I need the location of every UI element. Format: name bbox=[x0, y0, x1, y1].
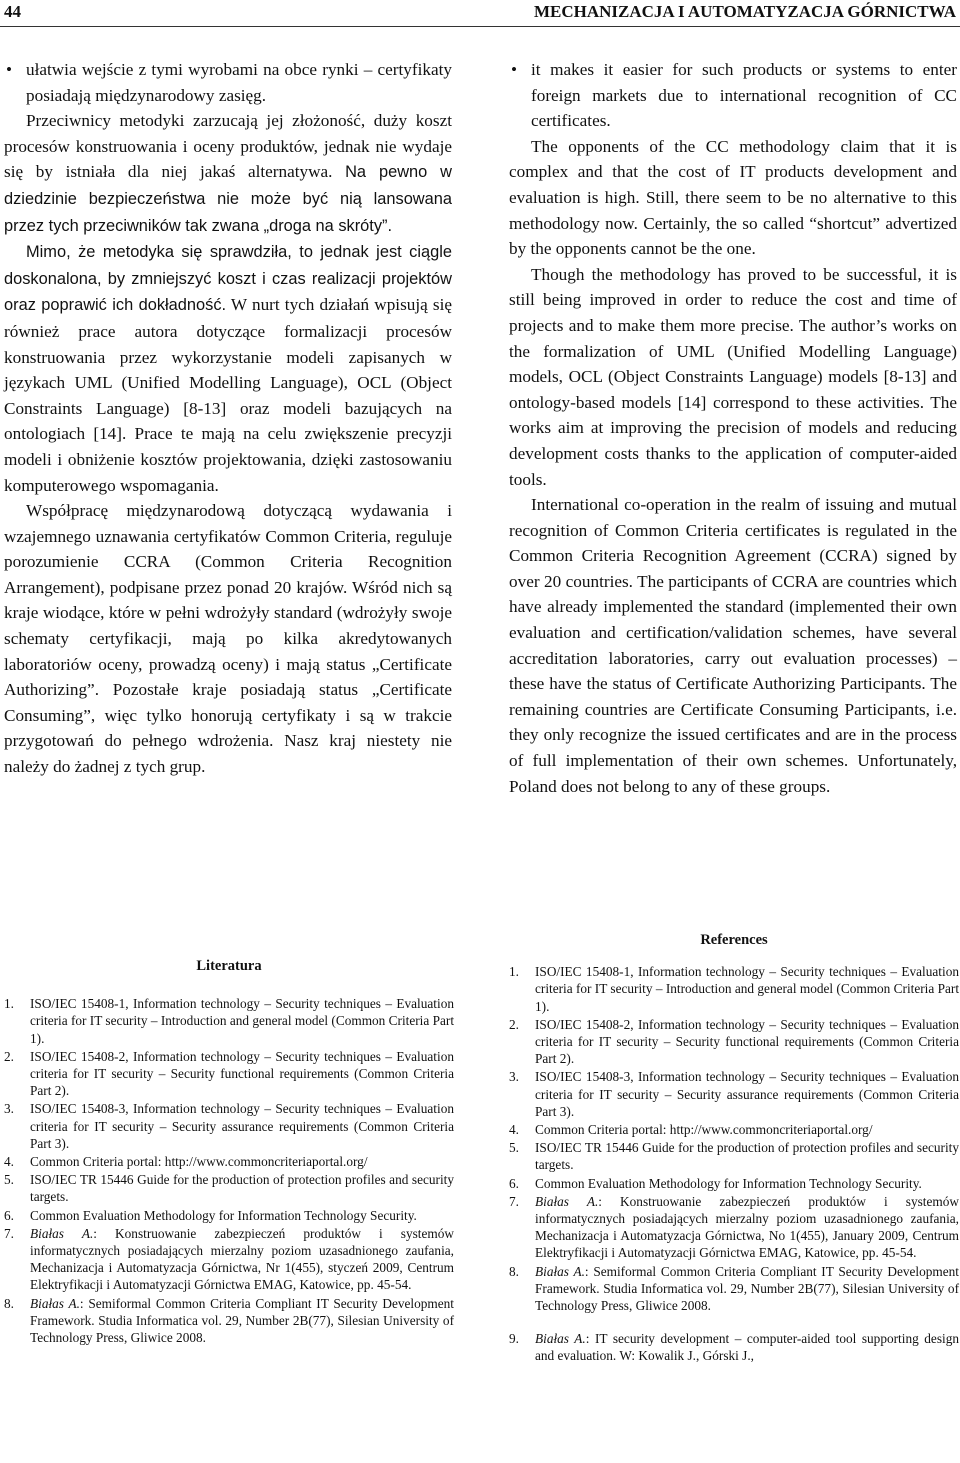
paragraph bbox=[4, 108, 452, 239]
reference-number: 8. bbox=[4, 1295, 14, 1311]
reference-author: Białas A. bbox=[535, 1193, 599, 1209]
polish-text-column bbox=[4, 57, 452, 780]
reference-author: Białas A. bbox=[30, 1295, 80, 1311]
reference-number: 3. bbox=[509, 1069, 519, 1085]
reference-item bbox=[4, 1100, 454, 1152]
reference-number: 2. bbox=[509, 1016, 519, 1032]
reference-item bbox=[509, 963, 959, 1015]
paragraph-text: Mimo, że metodyka się sprawdziła, to jednak jest ciągle doskonalona, by zmniejszyć koszt i czas realizacji projektów oraz poprawić ich dokładność. bbox=[4, 243, 452, 315]
reference-number: 5. bbox=[509, 1140, 519, 1156]
reference-text: ISO/IEC TR 15446 Guide for the production of protection profiles and security targets. bbox=[535, 1140, 959, 1173]
reference-list bbox=[4, 995, 454, 1346]
paragraph-text: Przeciwnicy metodyki zarzucają jej złożoność, duży koszt procesów konstruowania i oceny produktów, jednak nie wydaje się by istniała dla niej jakaś alternatywa. bbox=[4, 111, 452, 182]
reference-text: : Konstruowanie zabezpieczeń produktów i systemów informatycznych posiadających mierzalny poziom uzasadnionego zaufania, Mechanizacja i Automatyzacja Górnictwa, Nr 1(455), styczeń 2009, Centrum Elektryfikacji i Automatyzacji Górnictwa EMAG, Katowice, pp. 45-54. bbox=[30, 1225, 454, 1293]
reference-number: 2. bbox=[4, 1048, 14, 1064]
bullet-paragraph: • ułatwia wejście z tymi wyrobami na obce rynki – certyfikaty posiadają międzynarodowy zasięg. bbox=[4, 57, 452, 108]
page-number: 44 bbox=[4, 2, 21, 21]
reference-author: Białas A. bbox=[535, 1331, 586, 1347]
reference-number: 5. bbox=[4, 1172, 14, 1188]
reference-item bbox=[509, 1121, 959, 1138]
reference-number: 6. bbox=[509, 1175, 519, 1191]
reference-text: Common Criteria portal: http://www.commoncriteriaportal.org/ bbox=[30, 1154, 368, 1170]
references-heading: Literatura bbox=[196, 958, 262, 974]
journal-title: MECHANIZACJA I AUTOMATYZACJA GÓRNICTWA bbox=[533, 2, 956, 21]
reference-text: ISO/IEC 15408-2, Information technology – Security techniques – Evaluation criteria for IT security – Security functional requirements (Common Criteria Part 2). bbox=[30, 1048, 454, 1099]
reference-item bbox=[509, 1263, 959, 1315]
reference-item bbox=[4, 1048, 454, 1100]
reference-item bbox=[4, 1225, 454, 1294]
reference-number: 7. bbox=[4, 1225, 14, 1241]
reference-text: ISO/IEC 15408-1, Information technology – Security techniques – Evaluation criteria for IT security – Introduction and general model (Common Criteria Part 1). bbox=[30, 996, 455, 1046]
reference-item bbox=[509, 1193, 959, 1262]
reference-item bbox=[4, 1295, 454, 1347]
bullet-paragraph: • it makes it easier for such products or systems to enter foreign markets due to international recognition of CC certificates. bbox=[509, 57, 957, 134]
reference-text: : IT security development – computer-aided tool supporting design and evaluation. W: Kowalik J., Górski J., bbox=[535, 1331, 959, 1364]
paragraph: The opponents of the CC methodology claim that it is complex and that the cost of IT products development and evaluation is high. Still, there seem to be no alternative to this methodology now. Certainly, the so called “shortcut” advertized by the opponents cannot be the one. bbox=[509, 136, 957, 259]
reference-text: Common Criteria portal: http://www.commoncriteriaportal.org/ bbox=[535, 1122, 873, 1138]
reference-text: : Semiformal Common Criteria Compliant IT Security Development Framework. Studia Informatica vol. 29, Number 2B(77), Silesian University of Technology Press, Gliwice 2008. bbox=[30, 1295, 455, 1346]
reference-text: : Semiformal Common Criteria Compliant IT Security Development Framework. Studia Informatica vol. 29, Number 2B(77), Silesian University of Technology Press, Gliwice 2008. bbox=[535, 1263, 960, 1314]
reference-number: 1. bbox=[4, 996, 14, 1012]
reference-item bbox=[509, 1175, 959, 1192]
references-english bbox=[509, 932, 959, 1366]
reference-text: ISO/IEC 15408-3, Information technology – Security techniques – Evaluation criteria for IT security – Security assurance requirements (Common Criteria Part 3). bbox=[535, 1069, 959, 1119]
reference-number: 7. bbox=[509, 1193, 519, 1209]
reference-number: 6. bbox=[4, 1207, 14, 1223]
reference-item bbox=[509, 1330, 959, 1364]
reference-text: Common Evaluation Methodology for Information Technology Security. bbox=[30, 1207, 417, 1223]
reference-number: 9. bbox=[509, 1331, 519, 1347]
reference-list bbox=[509, 963, 959, 1364]
paragraph bbox=[4, 239, 452, 498]
reference-text: Common Evaluation Methodology for Information Technology Security. bbox=[535, 1175, 922, 1191]
paragraph: International co-operation in the realm of issuing and mutual recognition of Common Criteria certificates is regulated in the Common Criteria Recognition Agreement (CCRA) signed by over 20 countries. The participants of CCRA are countries which have already implemented the standard (implemented their own evaluation and certification/validation schemes, have several accreditation laboratories, carry out evaluation processes) – these have the status of Certificate Authorizing Participants. The remaining countries are Certificate Consuming Participants, i.e. they only recognize the issued certificates and are in the process of full implementation of their own schemes. Unfortunately, Poland does not belong to any of these groups. bbox=[509, 495, 957, 796]
reference-number: 8. bbox=[509, 1263, 519, 1279]
reference-item bbox=[509, 1016, 959, 1068]
reference-number: 4. bbox=[509, 1122, 519, 1138]
reference-item bbox=[4, 1171, 454, 1205]
reference-author: Białas A. bbox=[535, 1263, 585, 1279]
reference-text: : Konstruowanie zabezpieczeń produktów i systemów informatycznych posiadających mierzalny poziom uzasadnionego zaufania, Mechanizacja i Automatyzacja Górnictwa, No 1(455), January 2009, Centrum Elektryfikacji i Automatyzacji Górnictwa EMAG, Katowice, pp. 45-54. bbox=[535, 1193, 959, 1261]
reference-number: 4. bbox=[4, 1154, 14, 1170]
page-header bbox=[0, 0, 960, 27]
reference-item bbox=[4, 1153, 454, 1170]
paragraph-text: W nurt tych działań wpisują się również prace autora dotyczące formalizacji procesów konstruowania przez wykorzystanie modeli zapisanych w językach UML (Unified Modelling Language), OCL (Object Constraints Language) [8-13] oraz modeli bazujących na ontologiach [14]. Prace te mają na celu zwiększenie precyzji modeli i obniżenie kosztów projektowania, dzięki zastosowaniu komputerowego wspomagania. bbox=[4, 295, 452, 495]
references-polish bbox=[4, 958, 454, 1347]
reference-text: ISO/IEC 15408-2, Information technology – Security techniques – Evaluation criteria for IT security – Security functional requirements (Common Criteria Part 2). bbox=[535, 1016, 959, 1067]
paragraph: Though the methodology has proved to be successful, it is still being improved in order to reduce the cost and time of projects and to make them more precise. The author’s works on the formalization of UML (Unified Modelling Language) models, OCL (Object Constraints Language) models [8-13] and ontology-based models [14] correspond to these activities. The works aim at improving the precision of models and reducing development costs thanks to the application of computer-aided tools. bbox=[509, 264, 957, 489]
reference-item bbox=[509, 1139, 959, 1173]
reference-number: 3. bbox=[4, 1101, 14, 1117]
references-heading: References bbox=[700, 932, 768, 948]
paragraph: Współpracę międzynarodową dotyczącą wydawania i wzajemnego uznawania certyfikatów Common Criteria, reguluje porozumienie CCRA (Common Criteria Recognition Arrangement), podpisane przez ponad 20 krajów. Wśród nich są kraje wiodące, które w pełni wdrożyły standard (wdrożyły swoje schematy certyfikacji, mają po kilka akredytowanych laboratoriów oceny, prowadzą oceny) i mają status „Certificate Authorizing”. Pozostałe kraje posiadają status „Certificate Consuming”, więc tylko honorują certyfikaty i są w trakcie przygotowań do pełnego wdrożenia. Nasz kraj niestety nie należy do żadnej z tych grup. bbox=[4, 501, 452, 777]
reference-author: Białas A. bbox=[30, 1225, 94, 1241]
english-text-column bbox=[509, 57, 957, 799]
reference-item bbox=[509, 1068, 959, 1120]
paragraph-text: Na pewno w dziedzinie bezpieczeństwa nie może być nią lansowana przez tych przeciwników tak zwana „droga na skróty”. bbox=[4, 163, 453, 235]
reference-item bbox=[4, 995, 454, 1047]
reference-number: 1. bbox=[509, 964, 519, 980]
reference-item bbox=[4, 1207, 454, 1224]
reference-text: ISO/IEC 15408-3, Information technology – Security techniques – Evaluation criteria for IT security – Security assurance requirements (Common Criteria Part 3). bbox=[30, 1101, 454, 1151]
reference-text: ISO/IEC 15408-1, Information technology – Security techniques – Evaluation criteria for IT security – Introduction and general model (Common Criteria Part 1). bbox=[535, 964, 960, 1014]
reference-text: ISO/IEC TR 15446 Guide for the production of protection profiles and security targets. bbox=[30, 1172, 454, 1205]
